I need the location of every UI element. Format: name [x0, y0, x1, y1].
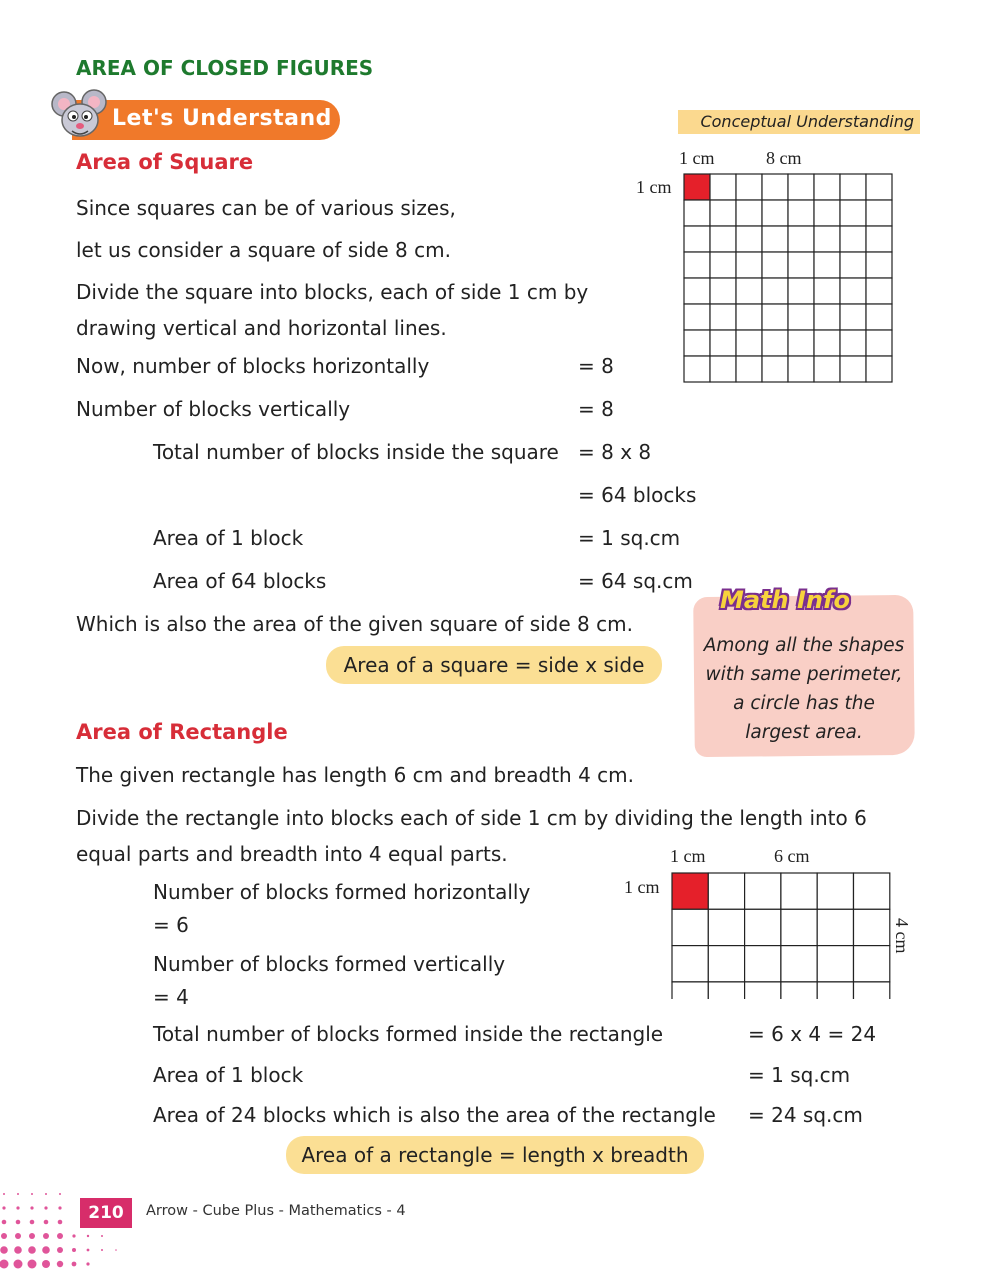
- rectangle-diagram-right-label: 4 cm: [892, 918, 912, 954]
- grid-block: [762, 200, 788, 226]
- grid-block: [710, 330, 736, 356]
- grid-block: [781, 873, 817, 909]
- grid-block: [710, 226, 736, 252]
- grid-block: [788, 304, 814, 330]
- square-row-value: = 64 blocks: [578, 483, 697, 507]
- grid-block: [708, 946, 744, 982]
- grid-block: [736, 200, 762, 226]
- grid-block: [684, 200, 710, 226]
- square-row-label: Total number of blocks inside the square: [153, 440, 559, 464]
- square-row-label: Area of 64 blocks: [153, 569, 327, 593]
- grid-block: [708, 873, 744, 909]
- rectangle-para-3: equal parts and breadth into 4 equal parts.: [76, 842, 508, 866]
- grid-block: [762, 174, 788, 200]
- grid-block: [817, 982, 853, 999]
- grid-block: [788, 356, 814, 382]
- grid-block: [840, 356, 866, 382]
- grid-block: [736, 174, 762, 200]
- grid-block: [762, 226, 788, 252]
- rectangle-diagram-top-right-label: 6 cm: [774, 846, 810, 866]
- grid-block: [710, 174, 736, 200]
- grid-block: [840, 252, 866, 278]
- grid-block: [814, 226, 840, 252]
- square-row-value: = 8: [578, 354, 614, 378]
- grid-block: [817, 873, 853, 909]
- grid-block: [684, 278, 710, 304]
- rectangle-diagram-left-label: 1 cm: [624, 877, 660, 897]
- grid-block: [736, 304, 762, 330]
- grid-block: [840, 226, 866, 252]
- grid-block: [854, 873, 890, 909]
- square-row-label: Number of blocks vertically: [76, 397, 351, 421]
- grid-block: [684, 356, 710, 382]
- grid-block: [788, 252, 814, 278]
- grid-block: [781, 909, 817, 945]
- grid-block: [762, 278, 788, 304]
- grid-block: [814, 200, 840, 226]
- grid-block: [814, 278, 840, 304]
- grid-block: [840, 174, 866, 200]
- rectangle-para-2: Divide the rectangle into blocks each of side 1 cm by dividing the length into 6: [76, 806, 867, 830]
- math-info-line: with same perimeter,: [705, 664, 903, 685]
- square-row-value: = 8 x 8: [578, 440, 652, 464]
- square-para-2: let us consider a square of side 8 cm.: [76, 238, 451, 262]
- grid-block: [710, 304, 736, 330]
- grid-block: [866, 356, 892, 382]
- grid-block: [708, 982, 744, 999]
- math-info-line: Among all the shapes: [703, 635, 905, 656]
- square-heading: Area of Square: [76, 150, 254, 174]
- grid-block: [817, 909, 853, 945]
- grid-block: [762, 304, 788, 330]
- square-grid-diagram: [683, 173, 893, 383]
- grid-block: [814, 174, 840, 200]
- page-number: 210: [80, 1198, 132, 1228]
- unit-block-highlight: [684, 174, 710, 200]
- grid-block: [684, 252, 710, 278]
- square-diagram-top-right-label: 8 cm: [766, 148, 802, 168]
- grid-block: [814, 356, 840, 382]
- math-info-line: largest area.: [745, 722, 863, 743]
- mouse-mascot-icon: [50, 88, 110, 144]
- grid-block: [814, 330, 840, 356]
- square-conclusion: Which is also the area of the given square of side 8 cm.: [76, 612, 633, 636]
- grid-block: [710, 252, 736, 278]
- rectangle-row-value: = 1 sq.cm: [748, 1063, 851, 1087]
- grid-block: [854, 982, 890, 999]
- grid-block: [854, 946, 890, 982]
- grid-block: [788, 200, 814, 226]
- grid-block: [684, 304, 710, 330]
- grid-block: [708, 909, 744, 945]
- rectangle-diagram-top-left-label: 1 cm: [670, 846, 706, 866]
- grid-block: [788, 278, 814, 304]
- rectangle-row-label: Total number of blocks formed inside the rectangle: [153, 1022, 664, 1046]
- grid-block: [684, 226, 710, 252]
- square-row-label: Area of 1 block: [153, 526, 304, 550]
- grid-block: [788, 226, 814, 252]
- grid-block: [788, 174, 814, 200]
- grid-block: [736, 226, 762, 252]
- square-diagram-top-left-label: 1 cm: [679, 148, 715, 168]
- rectangle-v-label: Number of blocks formed vertically: [153, 952, 506, 976]
- grid-block: [788, 330, 814, 356]
- rectangle-formula: Area of a rectangle = length x breadth: [286, 1136, 704, 1174]
- grid-block: [840, 330, 866, 356]
- grid-block: [672, 982, 708, 999]
- square-row-value: = 1 sq.cm: [578, 526, 681, 550]
- grid-block: [762, 252, 788, 278]
- grid-block: [684, 330, 710, 356]
- math-info-title: Math Info: [720, 586, 850, 614]
- grid-block: [840, 278, 866, 304]
- math-info-line: a circle has the: [733, 693, 875, 714]
- grid-block: [736, 278, 762, 304]
- grid-block: [736, 330, 762, 356]
- unit-block-highlight: [672, 873, 708, 909]
- grid-block: [840, 200, 866, 226]
- grid-block: [736, 356, 762, 382]
- grid-block: [736, 252, 762, 278]
- conceptual-understanding-tag: Conceptual Understanding: [678, 110, 920, 134]
- grid-block: [745, 873, 781, 909]
- grid-block: [762, 330, 788, 356]
- rectangle-row-label: Area of 24 blocks which is also the area of the rectangle: [153, 1103, 716, 1127]
- grid-block: [745, 946, 781, 982]
- grid-block: [866, 200, 892, 226]
- rectangle-heading: Area of Rectangle: [76, 720, 288, 744]
- grid-block: [745, 909, 781, 945]
- grid-block: [866, 330, 892, 356]
- grid-block: [672, 909, 708, 945]
- grid-block: [781, 946, 817, 982]
- grid-block: [866, 252, 892, 278]
- rectangle-h-label: Number of blocks formed horizontally: [153, 880, 531, 904]
- grid-block: [710, 278, 736, 304]
- grid-block: [817, 946, 853, 982]
- grid-block: [762, 356, 788, 382]
- rectangle-v-value: = 4: [153, 985, 189, 1009]
- rectangle-grid-diagram: [671, 872, 891, 999]
- square-diagram-left-label: 1 cm: [636, 177, 672, 197]
- grid-block: [854, 909, 890, 945]
- grid-block: [866, 226, 892, 252]
- grid-block: [814, 252, 840, 278]
- square-para-1: Since squares can be of various sizes,: [76, 196, 456, 220]
- grid-block: [672, 946, 708, 982]
- rectangle-para-1: The given rectangle has length 6 cm and breadth 4 cm.: [76, 763, 634, 787]
- grid-block: [866, 174, 892, 200]
- square-formula: Area of a square = side x side: [326, 646, 662, 684]
- grid-block: [781, 982, 817, 999]
- lets-understand-label: Let's Understand: [112, 106, 332, 131]
- rectangle-row-label: Area of 1 block: [153, 1063, 304, 1087]
- rectangle-h-value: = 6: [153, 913, 189, 937]
- square-row-label: Now, number of blocks horizontally: [76, 354, 430, 378]
- grid-block: [710, 200, 736, 226]
- section-title: AREA OF CLOSED FIGURES: [76, 56, 374, 80]
- grid-block: [866, 278, 892, 304]
- rectangle-row-value: = 6 x 4 = 24: [748, 1022, 877, 1046]
- square-row-value: = 8: [578, 397, 614, 421]
- footer-book-title: Arrow - Cube Plus - Mathematics - 4: [146, 1203, 406, 1219]
- grid-block: [745, 982, 781, 999]
- square-para-4: drawing vertical and horizontal lines.: [76, 316, 447, 340]
- grid-block: [710, 356, 736, 382]
- square-para-3: Divide the square into blocks, each of side 1 cm by: [76, 280, 589, 304]
- grid-block: [866, 304, 892, 330]
- grid-block: [814, 304, 840, 330]
- grid-block: [840, 304, 866, 330]
- rectangle-row-value: = 24 sq.cm: [748, 1103, 863, 1127]
- square-row-value: = 64 sq.cm: [578, 569, 693, 593]
